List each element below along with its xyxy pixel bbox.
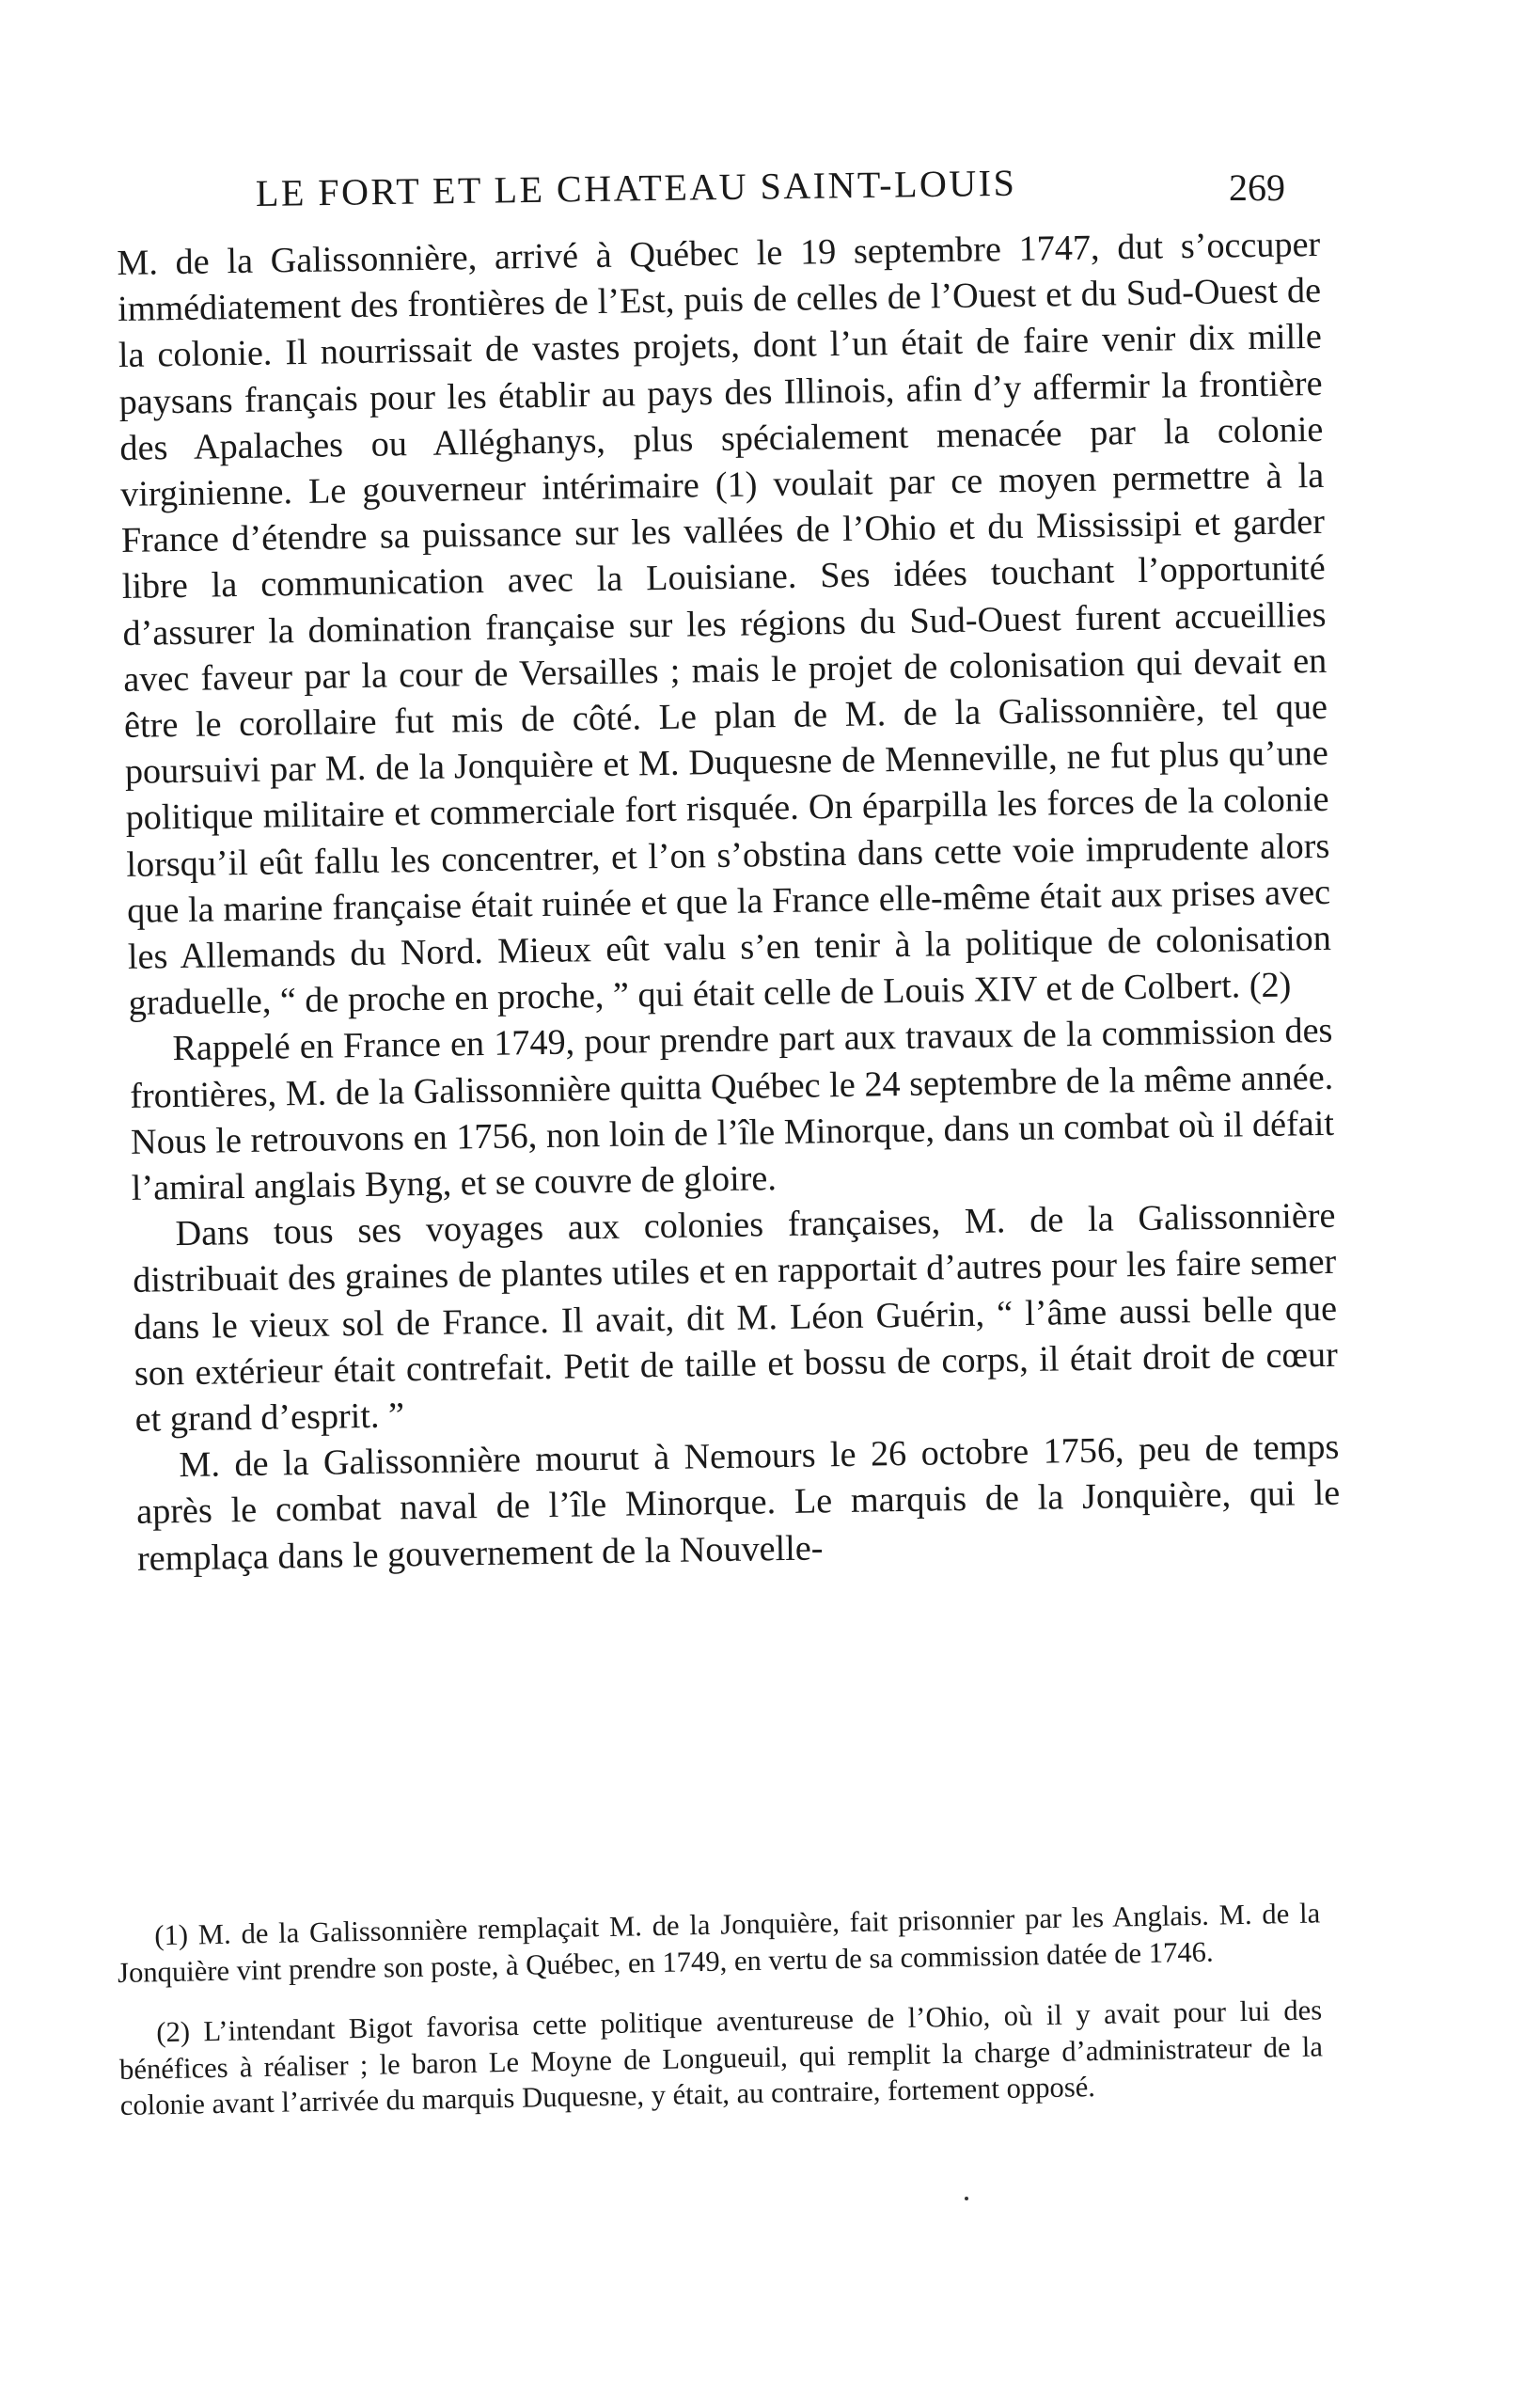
page-number: 269: [1229, 166, 1285, 209]
paragraph: M. de la Galissonnière, arrivé à Québec le 19 septembre 1747, dut s’occuper immédiatement des frontières de l’Est, puis de celles de l’Ouest et du Sud-Ouest de la colonie. Il nourrissait de vastes projets, dont l’un était de faire venir dix mille paysans français pour les établir au pays des Illinois, afin d’y affermir la frontière des Apalaches ou Alléghanys, plus spécialement menacée par la colonie virginienne. Le gouverneur intérimaire (1) voulait par ce moyen permettre à la France d’étendre sa puissance sur les vallées de l’Ohio et du Mississipi et garder libre la communication avec la Louisiane. Ses idées touchant l’opportunité d’assurer la domination française sur les régions du Sud-Ouest furent accueillies avec faveur par la cour de Versailles ; mais le projet de colonisation qui devait en être le corollaire fut mis de côté. Le plan de M. de la Galissonnière, tel que poursuivi par M. de la Jonquière et M. Duquesne de Menneville, ne fut plus qu’une politique militaire et commerciale fort risquée. On éparpilla les forces de la colonie lorsqu’il eût fallu les concentrer, et l’on s’obstina dans cette voie imprudente alors que la marine française était ruinée et que la France elle-même était aux prises avec les Allemands du Nord. Mieux eût valu s’en tenir à la politique de colonisation graduelle, “ de proche en proche, ” qui était celle de Louis XIV et de Colbert. (2): [117, 224, 1332, 1024]
ink-speck: [965, 2197, 968, 2200]
paragraph: M. de la Galissonnière mourut à Nemours le 26 octobre 1756, peu de temps après le combat naval de l’île Minorque. Le marquis de la Jonquière, qui le remplaça dans le gouvernement de la Nouvelle-: [135, 1427, 1341, 1579]
footnotes: [117, 1895, 1324, 2123]
body-text: [117, 222, 1341, 1583]
footnote: (1) M. de la Galissonnière remplaçait M. de la Jonquière, fait prisonnier par les Anglais. M. de la Jonquière vint prendre son poste, à Québec, en 1749, en vertu de sa commission datée de 1746.: [117, 1897, 1321, 1989]
paragraph: Rappelé en France en 1749, pour prendre part aux travaux de la commission des frontières, M. de la Galissonnière quitta Québec le 24 septembre de la même année. Nous le retrouvons en 1756, non loin de l’île Minorque, dans un combat où il défait l’amiral anglais Byng, et se couvre de gloire.: [129, 1011, 1335, 1208]
footnote: (2) L’intendant Bigot favorisa cette politique aventureuse de l’Ohio, où il y avait pour lui des bénéfices à réaliser ; le baron Le Moyne de Longueuil, qui remplit la charge d’administrateur de la colonie avant l’arrivée du marquis Duquesne, y était, au contraire, fortement opposé.: [118, 1994, 1324, 2121]
running-title: LE FORT ET LE CHATEAU SAINT-LOUIS: [255, 161, 1017, 214]
page-header: [255, 161, 1285, 222]
paragraph: Dans tous ses voyages aux colonies françaises, M. de la Galissonnière distribuait des graines de plantes utiles et en rapportait d’autres pour les faire semer dans le vieux sol de France. Il avait, dit M. Léon Guérin, “ l’âme aussi belle que son extérieur était contrefait. Petit de taille et bossu de corps, il était droit de cœur et grand d’esprit. ”: [133, 1196, 1339, 1440]
